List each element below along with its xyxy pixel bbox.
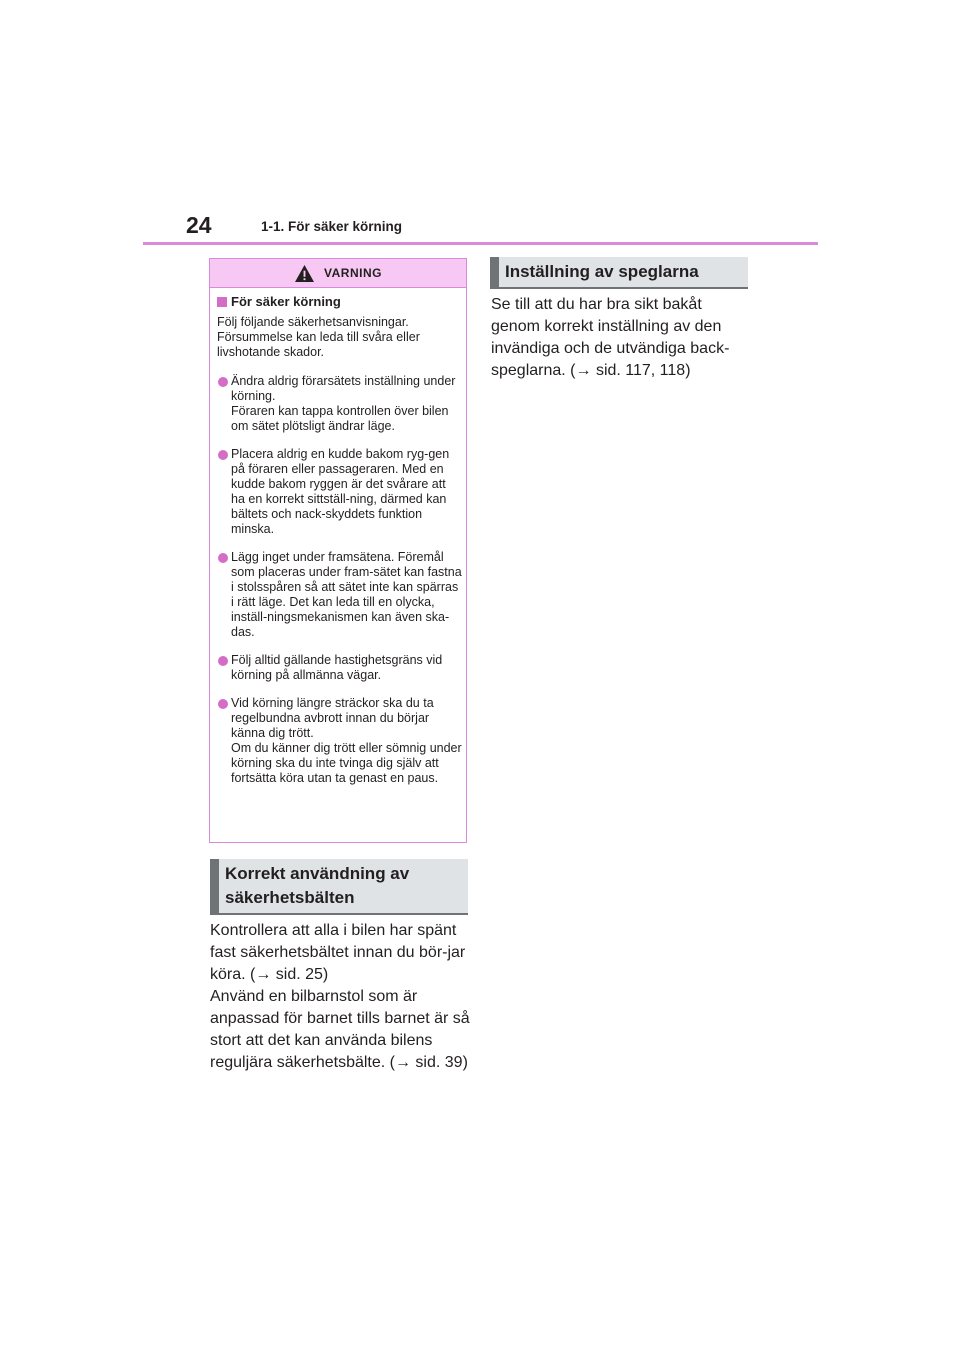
warning-triangle-icon [294,264,315,283]
seatbelt-paragraph: Kontrollera att alla i bilen har spänt fast säkerhetsbältet innan du bör-jar köra. (→ sid. 25) [210,922,466,983]
mirror-paragraph: Se till att du har bra sikt bakåt genom korrekt inställning av den invändiga och de utvändiga back-speglarna. (→ sid. 117, 118) [491,296,730,379]
warning-bullet [217,696,462,786]
child-seat-paragraph: Använd en bilbarnstol som är anpassad för barnet tills barnet är så stort att det kan använda bilens reguljära säkerhetsbälte. (→ sid. 39) [210,988,470,1071]
mirror-body [491,294,751,382]
bullet-dot-icon [218,699,228,709]
warning-box [209,258,467,843]
warning-body [210,288,466,786]
warning-intro: Följ följande säkerhetsanvisningar. Försummelse kan leda till svåra eller livshotande skador. [217,315,420,359]
bullet-dot-icon [218,450,228,460]
warning-subheading-text: För säker körning [231,294,341,309]
bullet-dot-icon [218,656,228,666]
warning-bullet [217,550,462,640]
warning-bullet-text: Lägg inget under framsätena. Föremål som placeras under fram-sätet kan fastna i stolsspåren så att sätet inte kan spärras i rätt läge. Det kan leda till en olycka, inställ-ningsmekanismen kan även ska-das. [231,550,462,639]
warning-bullet-text: Placera aldrig en kudde bakom ryg-gen på föraren eller passageraren. Med en kudde bakom ryggen är det svårare att ha en korrekt sittställ-ning, därmed kan bältets och nack-skyddets funktion minska. [231,447,450,536]
warning-bullet [217,653,462,683]
warning-bullet-text: Vid körning längre sträckor ska du ta regelbundna avbrott innan du börjar känna dig trött. Om du känner dig trött eller sömnig under körning ska du inte tvinga dig själv att fortsätta köra utan ta genast en paus. [231,696,462,785]
page-number: 24 [186,212,212,238]
warning-title: VARNING [324,266,382,280]
warning-subheading [217,294,462,309]
seatbelt-body [210,920,470,1074]
header-rule [143,242,818,245]
bullet-dot-icon [218,553,228,563]
warning-bullet [217,374,462,434]
bullet-dot-icon [218,377,228,387]
section-title: 1-1. För säker körning [261,219,403,234]
warning-bullet-text: Ändra aldrig förarsätets inställning under körning. Föraren kan tappa kontrollen över bilen om sätet plötsligt ändrar läge. [231,374,456,433]
warning-header [210,259,466,288]
square-bullet-icon [217,297,227,307]
mirror-heading: Inställning av speglarna [490,257,748,289]
warning-bullet [217,447,462,537]
seatbelt-heading: Korrekt användning av säkerhetsbälten [210,859,468,915]
warning-bullet-text: Följ alltid gällande hastighetsgräns vid körning på allmänna vägar. [231,653,443,682]
